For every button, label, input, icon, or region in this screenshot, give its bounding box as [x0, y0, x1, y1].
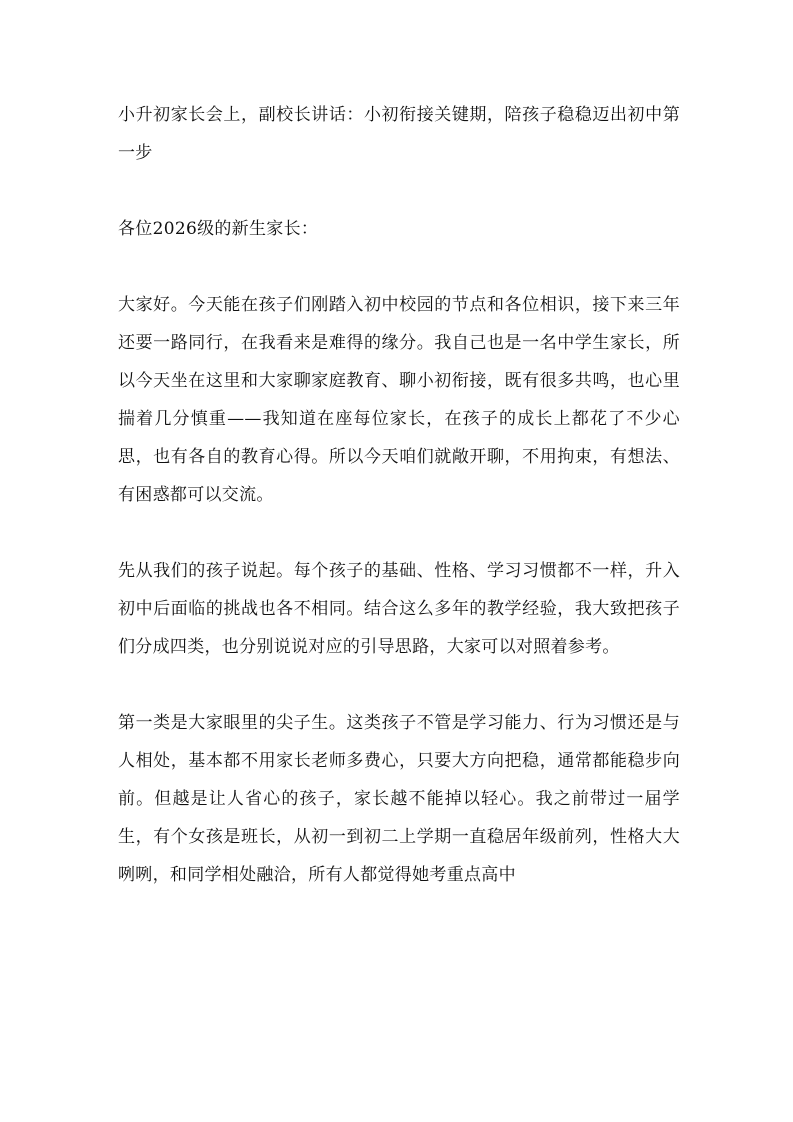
- paragraph-intro: 大家好。今天能在孩子们刚踏入初中校园的节点和各位相识，接下来三年还要一路同行，在我看来是难得的缘分。我自己也是一名中学生家长，所以今天坐在这里和大家聊家庭教育、聊小初衔接，既有很多共鸣，也心里揣着几分慎重——我知道在座每位家长，在孩子的成长上都花了不少心思，也有各自的教育心得。所以今天咱们就敞开聊，不用拘束，有想法、有困惑都可以交流。: [118, 295, 680, 505]
- document-body: [118, 96, 680, 932]
- salutation: 各位2026级的新生家长：: [118, 219, 319, 239]
- document-title: 小升初家长会上，副校长讲话：小初衔接关键期，陪孩子稳稳迈出初中第一步: [118, 105, 680, 163]
- paragraph-four-types: 先从我们的孩子说起。每个孩子的基础、性格、学习习惯都不一样，升入初中后面临的挑战也各不相同。结合这么多年的教学经验，我大致把孩子们分成四类，也分别说说对应的引导思路，大家可以对照着参考。: [118, 561, 680, 657]
- paragraph-top-students: 第一类是大家眼里的尖子生。这类孩子不管是学习能力、行为习惯还是与人相处，基本都不用家长老师多费心，只要大方向把稳，通常都能稳步向前。但越是让人省心的孩子，家长越不能掉以轻心。我之前带过一届学生，有个女孩是班长，从初一到初二上学期一直稳居年级前列，性格大大咧咧，和同学相处融洽，所有人都觉得她考重点高中: [118, 713, 680, 885]
